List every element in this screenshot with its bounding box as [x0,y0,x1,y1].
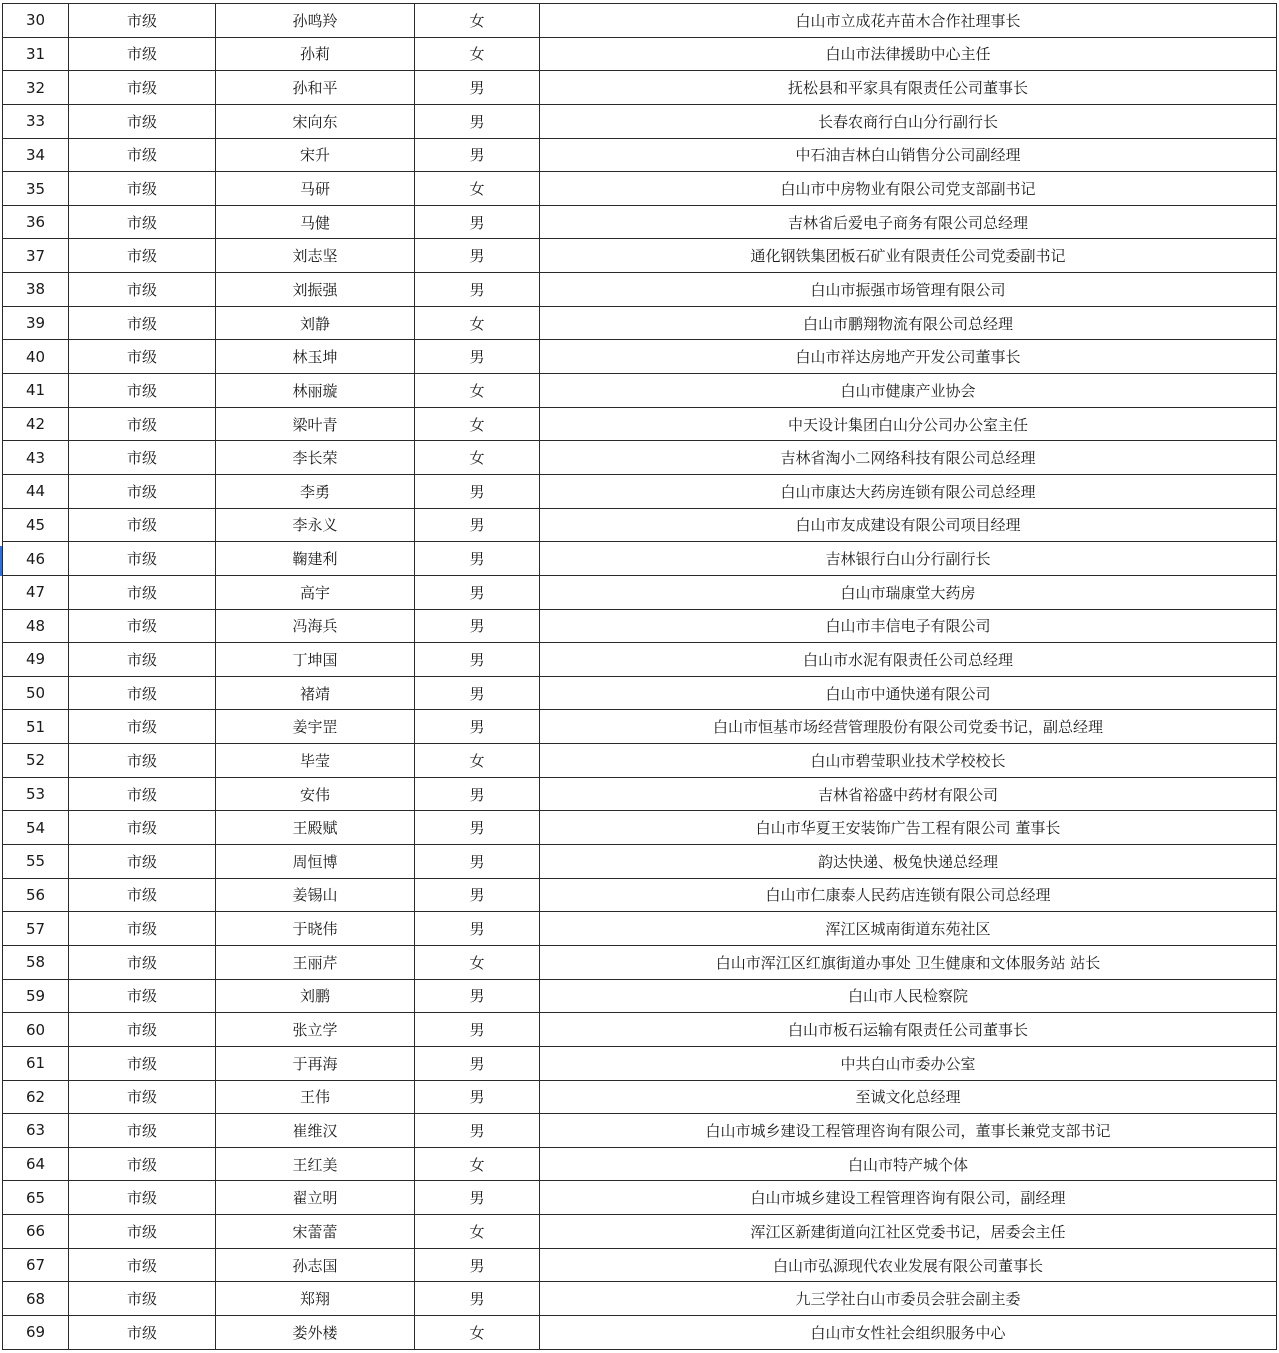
table-row[interactable] [3,710,1277,744]
cell-level[interactable]: 市级 [69,777,216,811]
table-row[interactable] [3,474,1277,508]
cell-unit[interactable]: 白山市健康产业协会 [540,374,1277,408]
cell-level[interactable]: 市级 [69,239,216,273]
cell-number[interactable]: 54 [3,811,69,845]
cell-name[interactable]: 林丽璇 [216,374,415,408]
cell-name[interactable]: 孙鸣羚 [216,4,415,38]
cell-unit[interactable]: 白山市中房物业有限公司党支部副书记 [540,172,1277,206]
table-row[interactable] [3,744,1277,778]
cell-gender[interactable]: 男 [415,1046,540,1080]
cell-number[interactable]: 56 [3,878,69,912]
cell-number[interactable]: 55 [3,845,69,879]
cell-level[interactable]: 市级 [69,138,216,172]
cell-number[interactable]: 67 [3,1248,69,1282]
cell-number[interactable]: 51 [3,710,69,744]
cell-gender[interactable]: 女 [415,4,540,38]
cell-gender[interactable]: 男 [415,710,540,744]
cell-name[interactable]: 李勇 [216,474,415,508]
cell-unit[interactable]: 白山市城乡建设工程管理咨询有限公司，副经理 [540,1181,1277,1215]
cell-level[interactable]: 市级 [69,609,216,643]
cell-name[interactable]: 褚靖 [216,676,415,710]
cell-gender[interactable]: 女 [415,172,540,206]
cell-number[interactable]: 66 [3,1215,69,1249]
cell-unit[interactable]: 浑江区城南街道东苑社区 [540,912,1277,946]
cell-gender[interactable]: 男 [415,138,540,172]
cell-number[interactable]: 62 [3,1080,69,1114]
table-row[interactable] [3,878,1277,912]
table-row[interactable] [3,1046,1277,1080]
cell-name[interactable]: 周恒博 [216,845,415,879]
cell-gender[interactable]: 男 [415,542,540,576]
table-row[interactable] [3,777,1277,811]
cell-name[interactable]: 孙志国 [216,1248,415,1282]
table-row[interactable] [3,1215,1277,1249]
cell-name[interactable]: 马研 [216,172,415,206]
cell-gender[interactable]: 男 [415,1114,540,1148]
cell-gender[interactable]: 男 [415,811,540,845]
cell-unit[interactable]: 白山市华夏王安装饰广告工程有限公司 董事长 [540,811,1277,845]
cell-level[interactable]: 市级 [69,1046,216,1080]
cell-level[interactable]: 市级 [69,912,216,946]
cell-level[interactable]: 市级 [69,306,216,340]
table-row[interactable] [3,912,1277,946]
table-row[interactable] [3,945,1277,979]
table-row[interactable] [3,1114,1277,1148]
cell-unit[interactable]: 白山市康达大药房连锁有限公司总经理 [540,474,1277,508]
cell-name[interactable]: 丁坤国 [216,643,415,677]
cell-number[interactable]: 59 [3,979,69,1013]
cell-unit[interactable]: 白山市仁康泰人民药店连锁有限公司总经理 [540,878,1277,912]
cell-level[interactable]: 市级 [69,37,216,71]
cell-number[interactable]: 58 [3,945,69,979]
table-row[interactable] [3,1080,1277,1114]
table-row[interactable] [3,811,1277,845]
cell-gender[interactable]: 女 [415,1315,540,1349]
cell-unit[interactable]: 白山市立成花卉苗木合作社理事长 [540,4,1277,38]
cell-level[interactable]: 市级 [69,340,216,374]
cell-level[interactable]: 市级 [69,205,216,239]
cell-gender[interactable]: 男 [415,71,540,105]
cell-unit[interactable]: 九三学社白山市委员会驻会副主委 [540,1282,1277,1316]
cell-level[interactable]: 市级 [69,1080,216,1114]
cell-number[interactable]: 40 [3,340,69,374]
cell-gender[interactable]: 男 [415,643,540,677]
table-row[interactable] [3,37,1277,71]
cell-unit[interactable]: 白山市鹏翔物流有限公司总经理 [540,306,1277,340]
cell-number[interactable]: 35 [3,172,69,206]
cell-number[interactable]: 39 [3,306,69,340]
cell-unit[interactable]: 中共白山市委办公室 [540,1046,1277,1080]
cell-gender[interactable]: 男 [415,508,540,542]
member-table [2,3,1277,1350]
cell-level[interactable]: 市级 [69,744,216,778]
table-row[interactable] [3,4,1277,38]
cell-level[interactable]: 市级 [69,542,216,576]
table-row[interactable] [3,845,1277,879]
cell-name[interactable]: 王红美 [216,1147,415,1181]
cell-number[interactable]: 42 [3,407,69,441]
cell-level[interactable]: 市级 [69,1147,216,1181]
cell-gender[interactable]: 男 [415,676,540,710]
cell-name[interactable]: 宋向东 [216,104,415,138]
cell-name[interactable]: 高宇 [216,575,415,609]
cell-number[interactable]: 41 [3,374,69,408]
cell-level[interactable]: 市级 [69,441,216,475]
cell-number[interactable]: 38 [3,273,69,307]
cell-unit[interactable]: 白山市弘源现代农业发展有限公司董事长 [540,1248,1277,1282]
cell-name[interactable]: 刘志坚 [216,239,415,273]
cell-number[interactable]: 65 [3,1181,69,1215]
cell-unit[interactable]: 长春农商行白山分行副行长 [540,104,1277,138]
cell-number[interactable]: 43 [3,441,69,475]
cell-number[interactable]: 63 [3,1114,69,1148]
cell-unit[interactable]: 白山市恒基市场经营管理股份有限公司党委书记，副总经理 [540,710,1277,744]
cell-gender[interactable]: 男 [415,845,540,879]
table-row[interactable] [3,306,1277,340]
cell-number[interactable]: 50 [3,676,69,710]
cell-level[interactable]: 市级 [69,1282,216,1316]
cell-gender[interactable]: 男 [415,1013,540,1047]
table-row[interactable] [3,1248,1277,1282]
cell-unit[interactable]: 白山市友成建设有限公司项目经理 [540,508,1277,542]
cell-number[interactable]: 44 [3,474,69,508]
cell-unit[interactable]: 抚松县和平家具有限责任公司董事长 [540,71,1277,105]
cell-level[interactable]: 市级 [69,407,216,441]
table-row[interactable] [3,1282,1277,1316]
cell-level[interactable]: 市级 [69,878,216,912]
cell-gender[interactable]: 男 [415,979,540,1013]
cell-name[interactable]: 毕莹 [216,744,415,778]
cell-level[interactable]: 市级 [69,979,216,1013]
table-row[interactable] [3,239,1277,273]
cell-unit[interactable]: 白山市中通快递有限公司 [540,676,1277,710]
cell-unit[interactable]: 浑江区新建街道向江社区党委书记，居委会主任 [540,1215,1277,1249]
table-row[interactable] [3,676,1277,710]
cell-number[interactable]: 53 [3,777,69,811]
cell-name[interactable]: 姜锡山 [216,878,415,912]
table-row[interactable] [3,979,1277,1013]
cell-level[interactable]: 市级 [69,172,216,206]
cell-level[interactable]: 市级 [69,71,216,105]
table-body [3,4,1277,1350]
cell-name[interactable]: 刘鹏 [216,979,415,1013]
cell-unit[interactable]: 中石油吉林白山销售分公司副经理 [540,138,1277,172]
table-row[interactable] [3,172,1277,206]
cell-gender[interactable]: 男 [415,205,540,239]
cell-gender[interactable]: 男 [415,239,540,273]
cell-gender[interactable]: 女 [415,1147,540,1181]
cell-unit[interactable]: 白山市城乡建设工程管理咨询有限公司，董事长兼党支部书记 [540,1114,1277,1148]
cell-name[interactable]: 于再海 [216,1046,415,1080]
cell-number[interactable]: 69 [3,1315,69,1349]
cell-unit[interactable]: 白山市祥达房地产开发公司董事长 [540,340,1277,374]
table-row[interactable] [3,407,1277,441]
cell-name[interactable]: 林玉坤 [216,340,415,374]
cell-level[interactable]: 市级 [69,508,216,542]
cell-unit[interactable]: 白山市瑞康堂大药房 [540,575,1277,609]
cell-gender[interactable]: 女 [415,744,540,778]
cell-gender[interactable]: 男 [415,609,540,643]
table-row[interactable] [3,542,1277,576]
cell-gender[interactable]: 男 [415,575,540,609]
table-row[interactable] [3,1315,1277,1349]
cell-unit[interactable]: 中天设计集团白山分公司办公室主任 [540,407,1277,441]
cell-level[interactable]: 市级 [69,643,216,677]
cell-unit[interactable]: 至诚文化总经理 [540,1080,1277,1114]
table-row[interactable] [3,1013,1277,1047]
cell-unit[interactable]: 白山市碧莹职业技术学校校长 [540,744,1277,778]
cell-level[interactable]: 市级 [69,676,216,710]
cell-gender[interactable]: 男 [415,104,540,138]
cell-name[interactable]: 娄外楼 [216,1315,415,1349]
cell-gender[interactable]: 男 [415,1282,540,1316]
table-row[interactable] [3,273,1277,307]
cell-gender[interactable]: 女 [415,945,540,979]
cell-level[interactable]: 市级 [69,1181,216,1215]
cell-gender[interactable]: 女 [415,374,540,408]
table-row[interactable] [3,104,1277,138]
cell-name[interactable]: 鞠建利 [216,542,415,576]
cell-unit[interactable]: 吉林银行白山分行副行长 [540,542,1277,576]
cell-number[interactable]: 37 [3,239,69,273]
cell-name[interactable]: 李长荣 [216,441,415,475]
cell-number[interactable]: 64 [3,1147,69,1181]
cell-gender[interactable]: 男 [415,912,540,946]
cell-name[interactable]: 王丽芹 [216,945,415,979]
cell-level[interactable]: 市级 [69,575,216,609]
cell-name[interactable]: 王殿赋 [216,811,415,845]
cell-gender[interactable]: 女 [415,306,540,340]
cell-gender[interactable]: 女 [415,1215,540,1249]
table-row[interactable] [3,609,1277,643]
cell-number[interactable]: 52 [3,744,69,778]
cell-name[interactable]: 梁叶青 [216,407,415,441]
table-row[interactable] [3,374,1277,408]
cell-unit[interactable]: 白山市丰信电子有限公司 [540,609,1277,643]
cell-unit[interactable]: 白山市特产城个体 [540,1147,1277,1181]
table-row[interactable] [3,441,1277,475]
cell-name[interactable]: 刘振强 [216,273,415,307]
cell-number[interactable]: 30 [3,4,69,38]
cell-gender[interactable]: 男 [415,878,540,912]
cell-level[interactable]: 市级 [69,104,216,138]
cell-name[interactable]: 李永义 [216,508,415,542]
cell-level[interactable]: 市级 [69,273,216,307]
cell-name[interactable]: 马健 [216,205,415,239]
cell-unit[interactable]: 白山市浑江区红旗街道办事处 卫生健康和文体服务站 站长 [540,945,1277,979]
cell-number[interactable]: 57 [3,912,69,946]
table-row[interactable] [3,340,1277,374]
cell-number[interactable]: 45 [3,508,69,542]
cell-number[interactable]: 48 [3,609,69,643]
table-row[interactable] [3,138,1277,172]
cell-number[interactable]: 61 [3,1046,69,1080]
cell-gender[interactable]: 男 [415,474,540,508]
cell-level[interactable]: 市级 [69,374,216,408]
cell-name[interactable]: 宋升 [216,138,415,172]
cell-number[interactable]: 46 [3,542,69,576]
cell-gender[interactable]: 男 [415,1080,540,1114]
cell-gender[interactable]: 男 [415,340,540,374]
cell-name[interactable]: 翟立明 [216,1181,415,1215]
cell-unit[interactable]: 白山市水泥有限责任公司总经理 [540,643,1277,677]
table-row[interactable] [3,205,1277,239]
cell-level[interactable]: 市级 [69,1315,216,1349]
cell-name[interactable]: 王伟 [216,1080,415,1114]
cell-unit[interactable]: 吉林省裕盛中药材有限公司 [540,777,1277,811]
cell-unit[interactable]: 吉林省淘小二网络科技有限公司总经理 [540,441,1277,475]
cell-level[interactable]: 市级 [69,945,216,979]
cell-unit[interactable]: 白山市女性社会组织服务中心 [540,1315,1277,1349]
cell-name[interactable]: 于晓伟 [216,912,415,946]
cell-number[interactable]: 68 [3,1282,69,1316]
cell-name[interactable]: 刘静 [216,306,415,340]
cell-unit[interactable]: 吉林省后爱电子商务有限公司总经理 [540,205,1277,239]
cell-unit[interactable]: 白山市振强市场管理有限公司 [540,273,1277,307]
cell-number[interactable]: 47 [3,575,69,609]
cell-name[interactable]: 冯海兵 [216,609,415,643]
cell-number[interactable]: 49 [3,643,69,677]
cell-number[interactable]: 31 [3,37,69,71]
cell-gender[interactable]: 男 [415,273,540,307]
cell-name[interactable]: 孙莉 [216,37,415,71]
table-row[interactable] [3,575,1277,609]
cell-gender[interactable]: 男 [415,1181,540,1215]
table-row[interactable] [3,1181,1277,1215]
cell-name[interactable]: 安伟 [216,777,415,811]
cell-unit[interactable]: 白山市人民检察院 [540,979,1277,1013]
table-row[interactable] [3,71,1277,105]
cell-unit[interactable]: 通化钢铁集团板石矿业有限责任公司党委副书记 [540,239,1277,273]
cell-number[interactable]: 60 [3,1013,69,1047]
cell-level[interactable]: 市级 [69,474,216,508]
cell-level[interactable]: 市级 [69,811,216,845]
cell-level[interactable]: 市级 [69,845,216,879]
cell-level[interactable]: 市级 [69,710,216,744]
cell-gender[interactable]: 男 [415,777,540,811]
cell-name[interactable]: 姜宇罡 [216,710,415,744]
cell-level[interactable]: 市级 [69,1248,216,1282]
cell-unit[interactable]: 白山市板石运输有限责任公司董事长 [540,1013,1277,1047]
cell-gender[interactable]: 女 [415,441,540,475]
cell-level[interactable]: 市级 [69,1013,216,1047]
table-row[interactable] [3,1147,1277,1181]
cell-name[interactable]: 崔维汉 [216,1114,415,1148]
cell-gender[interactable]: 女 [415,407,540,441]
cell-number[interactable]: 32 [3,71,69,105]
cell-gender[interactable]: 男 [415,1248,540,1282]
cell-name[interactable]: 孙和平 [216,71,415,105]
cell-name[interactable]: 郑翔 [216,1282,415,1316]
cell-gender[interactable]: 女 [415,37,540,71]
cell-number[interactable]: 33 [3,104,69,138]
cell-name[interactable]: 张立学 [216,1013,415,1047]
cell-level[interactable]: 市级 [69,1114,216,1148]
cell-level[interactable]: 市级 [69,1215,216,1249]
table-row[interactable] [3,643,1277,677]
table-row[interactable] [3,508,1277,542]
cell-unit[interactable]: 白山市法律援助中心主任 [540,37,1277,71]
cell-number[interactable]: 36 [3,205,69,239]
cell-unit[interactable]: 韵达快递、极兔快递总经理 [540,845,1277,879]
cell-level[interactable]: 市级 [69,4,216,38]
cell-number[interactable]: 34 [3,138,69,172]
cell-name[interactable]: 宋蕾蕾 [216,1215,415,1249]
